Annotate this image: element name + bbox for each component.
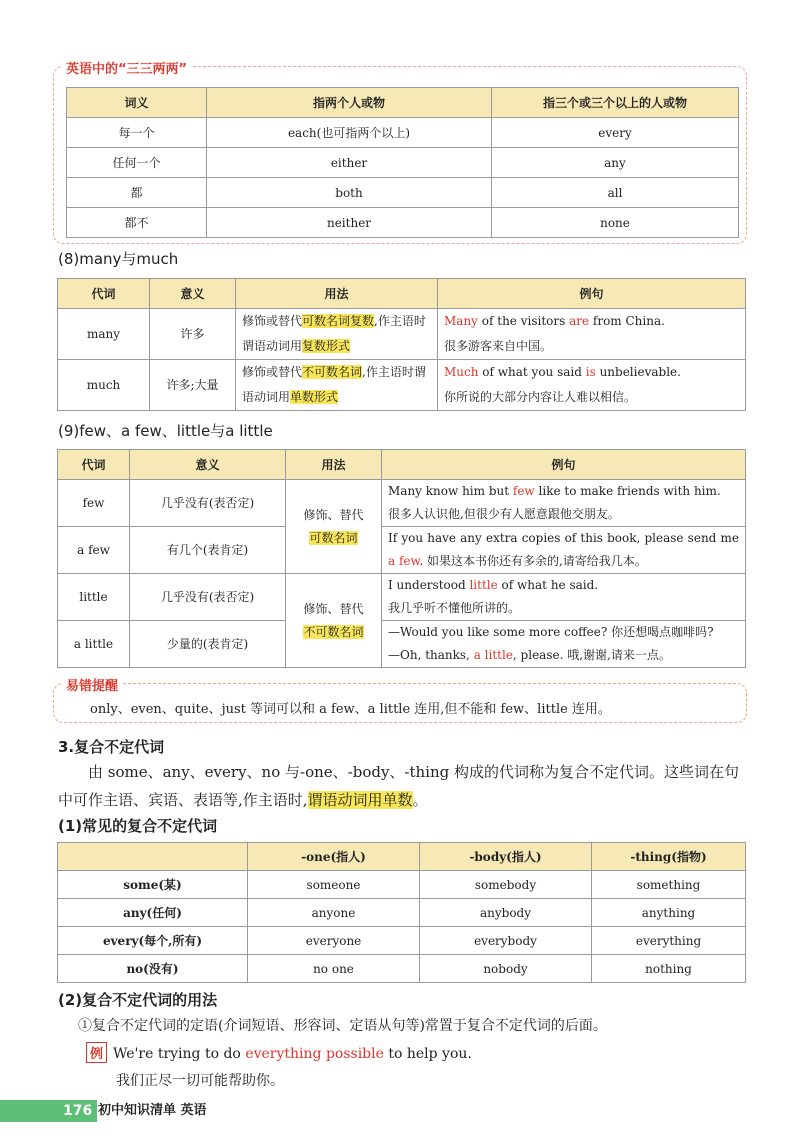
table-row bbox=[67, 208, 739, 238]
usage-cell bbox=[236, 309, 438, 360]
table-cell: none bbox=[492, 208, 739, 238]
meaning-cell: 许多;大量 bbox=[150, 360, 236, 411]
example-cell bbox=[438, 360, 746, 411]
tip-box-title: 英语中的“三三两两” bbox=[62, 58, 191, 77]
table-cell: anybody bbox=[420, 899, 592, 927]
header-cell: 词义 bbox=[67, 88, 207, 118]
example-text: to help you. bbox=[383, 1046, 472, 1062]
table-cell: somebody bbox=[420, 871, 592, 899]
example-keyword: are bbox=[569, 314, 590, 328]
highlight-text: 可数名词 bbox=[309, 530, 358, 545]
meaning-cell: 几乎没有(表否定) bbox=[130, 480, 286, 527]
table-row bbox=[67, 178, 739, 208]
table-cell: each(也可指两个以上) bbox=[207, 118, 492, 148]
paragraph-text: 由 some、any、every、no 与-one、-body、-thing 构成的代词称为复合不定代词。这些词在句中可作主语、宾语、表语等,作主语时, bbox=[58, 763, 740, 809]
table-cell: all bbox=[492, 178, 739, 208]
header-cell: 用法 bbox=[236, 279, 438, 309]
usage-text: 修饰或替代 bbox=[242, 314, 303, 328]
sansan-liangliang-table bbox=[66, 87, 739, 238]
example-keyword: Much bbox=[444, 365, 479, 379]
table-row bbox=[58, 360, 746, 411]
word-cell: little bbox=[58, 574, 130, 621]
header-cell: -body(指人) bbox=[420, 843, 592, 871]
table-row bbox=[58, 309, 746, 360]
subheading-compound-usage: (2)复合不定代词的用法 bbox=[58, 991, 218, 1009]
section-heading-compound-pronouns: 3.复合不定代词 bbox=[58, 738, 165, 756]
usage-text: ,作主语时谓语动词用 bbox=[242, 365, 426, 404]
example-keyword: Many bbox=[444, 314, 478, 328]
example-label: 例 bbox=[86, 1042, 107, 1063]
example-text: —Oh, thanks, bbox=[388, 648, 474, 662]
row-key-cell: no(没有) bbox=[58, 955, 248, 983]
table-header-row bbox=[67, 88, 739, 118]
highlight-text: 复数形式 bbox=[302, 339, 351, 353]
table-cell: everyone bbox=[248, 927, 420, 955]
header-cell: 代词 bbox=[58, 279, 150, 309]
highlight-text: 不可数名词 bbox=[302, 365, 363, 379]
table-row bbox=[67, 118, 739, 148]
footer-bar bbox=[0, 1100, 60, 1122]
example-cell bbox=[438, 309, 746, 360]
mistake-reminder-box bbox=[53, 679, 747, 723]
table-cell: anyone bbox=[248, 899, 420, 927]
example-text: . 如果这本书你还有多余的,请寄给我几本。 bbox=[419, 554, 647, 568]
example-line bbox=[86, 1042, 472, 1063]
header-cell: 例句 bbox=[438, 279, 746, 309]
table-cell: either bbox=[207, 148, 492, 178]
header-cell: 意义 bbox=[130, 450, 286, 480]
table-cell: 任何一个 bbox=[67, 148, 207, 178]
compound-pronoun-table bbox=[57, 842, 746, 983]
table-header-row bbox=[58, 450, 746, 480]
word-cell: few bbox=[58, 480, 130, 527]
table-cell: nothing bbox=[592, 955, 746, 983]
few-little-table bbox=[57, 449, 746, 668]
table-row bbox=[67, 148, 739, 178]
example-translation: 我几乎听不懂他所讲的。 bbox=[388, 601, 521, 615]
paragraph-text: 。 bbox=[412, 791, 428, 809]
mistake-reminder-text: only、even、quite、just 等词可以和 a few、a little 连用,但不能和 few、little 连用。 bbox=[90, 702, 611, 717]
usage-cell bbox=[236, 360, 438, 411]
table-cell: 都不 bbox=[67, 208, 207, 238]
usage-text: 修饰或替代 bbox=[242, 365, 303, 379]
meaning-cell: 几乎没有(表否定) bbox=[130, 574, 286, 621]
page-number: 176 bbox=[58, 1100, 97, 1122]
usage-text: ,作主语时谓语动词用 bbox=[242, 314, 426, 353]
example-text: of the visitors bbox=[477, 314, 570, 328]
table-cell: something bbox=[592, 871, 746, 899]
table-cell: both bbox=[207, 178, 492, 208]
example-keyword: little bbox=[469, 578, 498, 592]
example-keyword: a little bbox=[473, 648, 513, 662]
table-cell: 都 bbox=[67, 178, 207, 208]
usage-text: 修饰、替代 bbox=[303, 601, 364, 616]
meaning-cell: 有几个(表肯定) bbox=[130, 527, 286, 574]
table-cell: nobody bbox=[420, 955, 592, 983]
example-translation: 我们正尽一切可能帮助你。 bbox=[116, 1073, 284, 1089]
word-cell: many bbox=[58, 309, 150, 360]
example-text: We're trying to do bbox=[113, 1046, 246, 1062]
highlight-text: 可数名词复数 bbox=[302, 314, 375, 328]
example-cell bbox=[382, 480, 746, 527]
example-translation: 很多人认识他,但很少有人愿意跟他交朋友。 bbox=[388, 507, 620, 521]
example-text: —Would you like some more coffee? 你还想喝点咖啡吗? bbox=[388, 625, 714, 639]
table-cell: everything bbox=[592, 927, 746, 955]
example-text: , please. 哦,谢谢,请来一点。 bbox=[512, 648, 671, 662]
meaning-cell: 少量的(表肯定) bbox=[130, 621, 286, 668]
mistake-reminder-title: 易错提醒 bbox=[62, 675, 122, 694]
example-translation: 你所说的大部分内容让人难以相信。 bbox=[444, 390, 637, 404]
usage-cell bbox=[286, 480, 382, 574]
example-text: I understood bbox=[388, 578, 470, 592]
example-text: Many know him but bbox=[388, 484, 513, 498]
table-row bbox=[58, 899, 746, 927]
header-cell: 指两个人或物 bbox=[207, 88, 492, 118]
table-header-row bbox=[58, 843, 746, 871]
page-footer bbox=[0, 1100, 800, 1122]
header-cell: 代词 bbox=[58, 450, 130, 480]
header-cell: 指三个或三个以上的人或物 bbox=[492, 88, 739, 118]
usage-cell bbox=[286, 574, 382, 668]
table-cell: 每一个 bbox=[67, 118, 207, 148]
section-heading-many-much: (8)many与much bbox=[58, 250, 179, 268]
example-text: from China. bbox=[589, 314, 665, 328]
header-cell: -one(指人) bbox=[248, 843, 420, 871]
table-cell: everybody bbox=[420, 927, 592, 955]
table-cell: anything bbox=[592, 899, 746, 927]
table-row bbox=[58, 871, 746, 899]
table-row bbox=[58, 527, 746, 574]
example-text: unbelievable. bbox=[595, 365, 681, 379]
example-text: of what you said bbox=[478, 365, 586, 379]
compound-pronoun-paragraph bbox=[58, 758, 748, 814]
table-row bbox=[58, 574, 746, 621]
usage-text: 修饰、替代 bbox=[303, 507, 364, 522]
example-cell bbox=[382, 527, 746, 574]
word-cell: a little bbox=[58, 621, 130, 668]
section-heading-few-little: (9)few、a few、little与a little bbox=[58, 422, 273, 440]
example-keyword: is bbox=[585, 365, 596, 379]
table-header-row bbox=[58, 279, 746, 309]
row-key-cell: every(每个,所有) bbox=[58, 927, 248, 955]
table-cell: someone bbox=[248, 871, 420, 899]
table-row bbox=[58, 955, 746, 983]
table-cell: any bbox=[492, 148, 739, 178]
example-keyword: a few bbox=[388, 554, 420, 568]
table-cell: no one bbox=[248, 955, 420, 983]
example-cell bbox=[382, 574, 746, 621]
usage-rule-1: ①复合不定代词的定语(介词短语、形容词、定语从句等)常置于复合不定代词的后面。 bbox=[78, 1018, 607, 1034]
header-cell: 用法 bbox=[286, 450, 382, 480]
example-text: of what he said. bbox=[497, 578, 599, 592]
highlight-text: 单数形式 bbox=[290, 390, 339, 404]
example-text: If you have any extra copies of this book, please send me bbox=[388, 531, 739, 545]
subheading-common-compound: (1)常见的复合不定代词 bbox=[58, 817, 218, 835]
example-translation: 很多游客来自中国。 bbox=[444, 339, 553, 353]
many-much-table bbox=[57, 278, 746, 411]
example-text: like to make friends with him. bbox=[534, 484, 721, 498]
row-key-cell: any(任何) bbox=[58, 899, 248, 927]
table-cell: every bbox=[492, 118, 739, 148]
table-row bbox=[58, 927, 746, 955]
header-cell: 意义 bbox=[150, 279, 236, 309]
table-row bbox=[58, 621, 746, 668]
word-cell: much bbox=[58, 360, 150, 411]
table-cell: neither bbox=[207, 208, 492, 238]
header-cell bbox=[58, 843, 248, 871]
highlight-text: 谓语动词用单数 bbox=[307, 791, 413, 809]
word-cell: a few bbox=[58, 527, 130, 574]
highlight-text: 不可数名词 bbox=[303, 624, 364, 639]
meaning-cell: 许多 bbox=[150, 309, 236, 360]
example-keyword: everything possible bbox=[245, 1046, 384, 1062]
example-keyword: few bbox=[512, 484, 535, 498]
example-cell bbox=[382, 621, 746, 668]
header-cell: -thing(指物) bbox=[592, 843, 746, 871]
row-key-cell: some(某) bbox=[58, 871, 248, 899]
table-row bbox=[58, 480, 746, 527]
book-title: 初中知识清单 英语 bbox=[98, 1103, 207, 1118]
header-cell: 例句 bbox=[382, 450, 746, 480]
